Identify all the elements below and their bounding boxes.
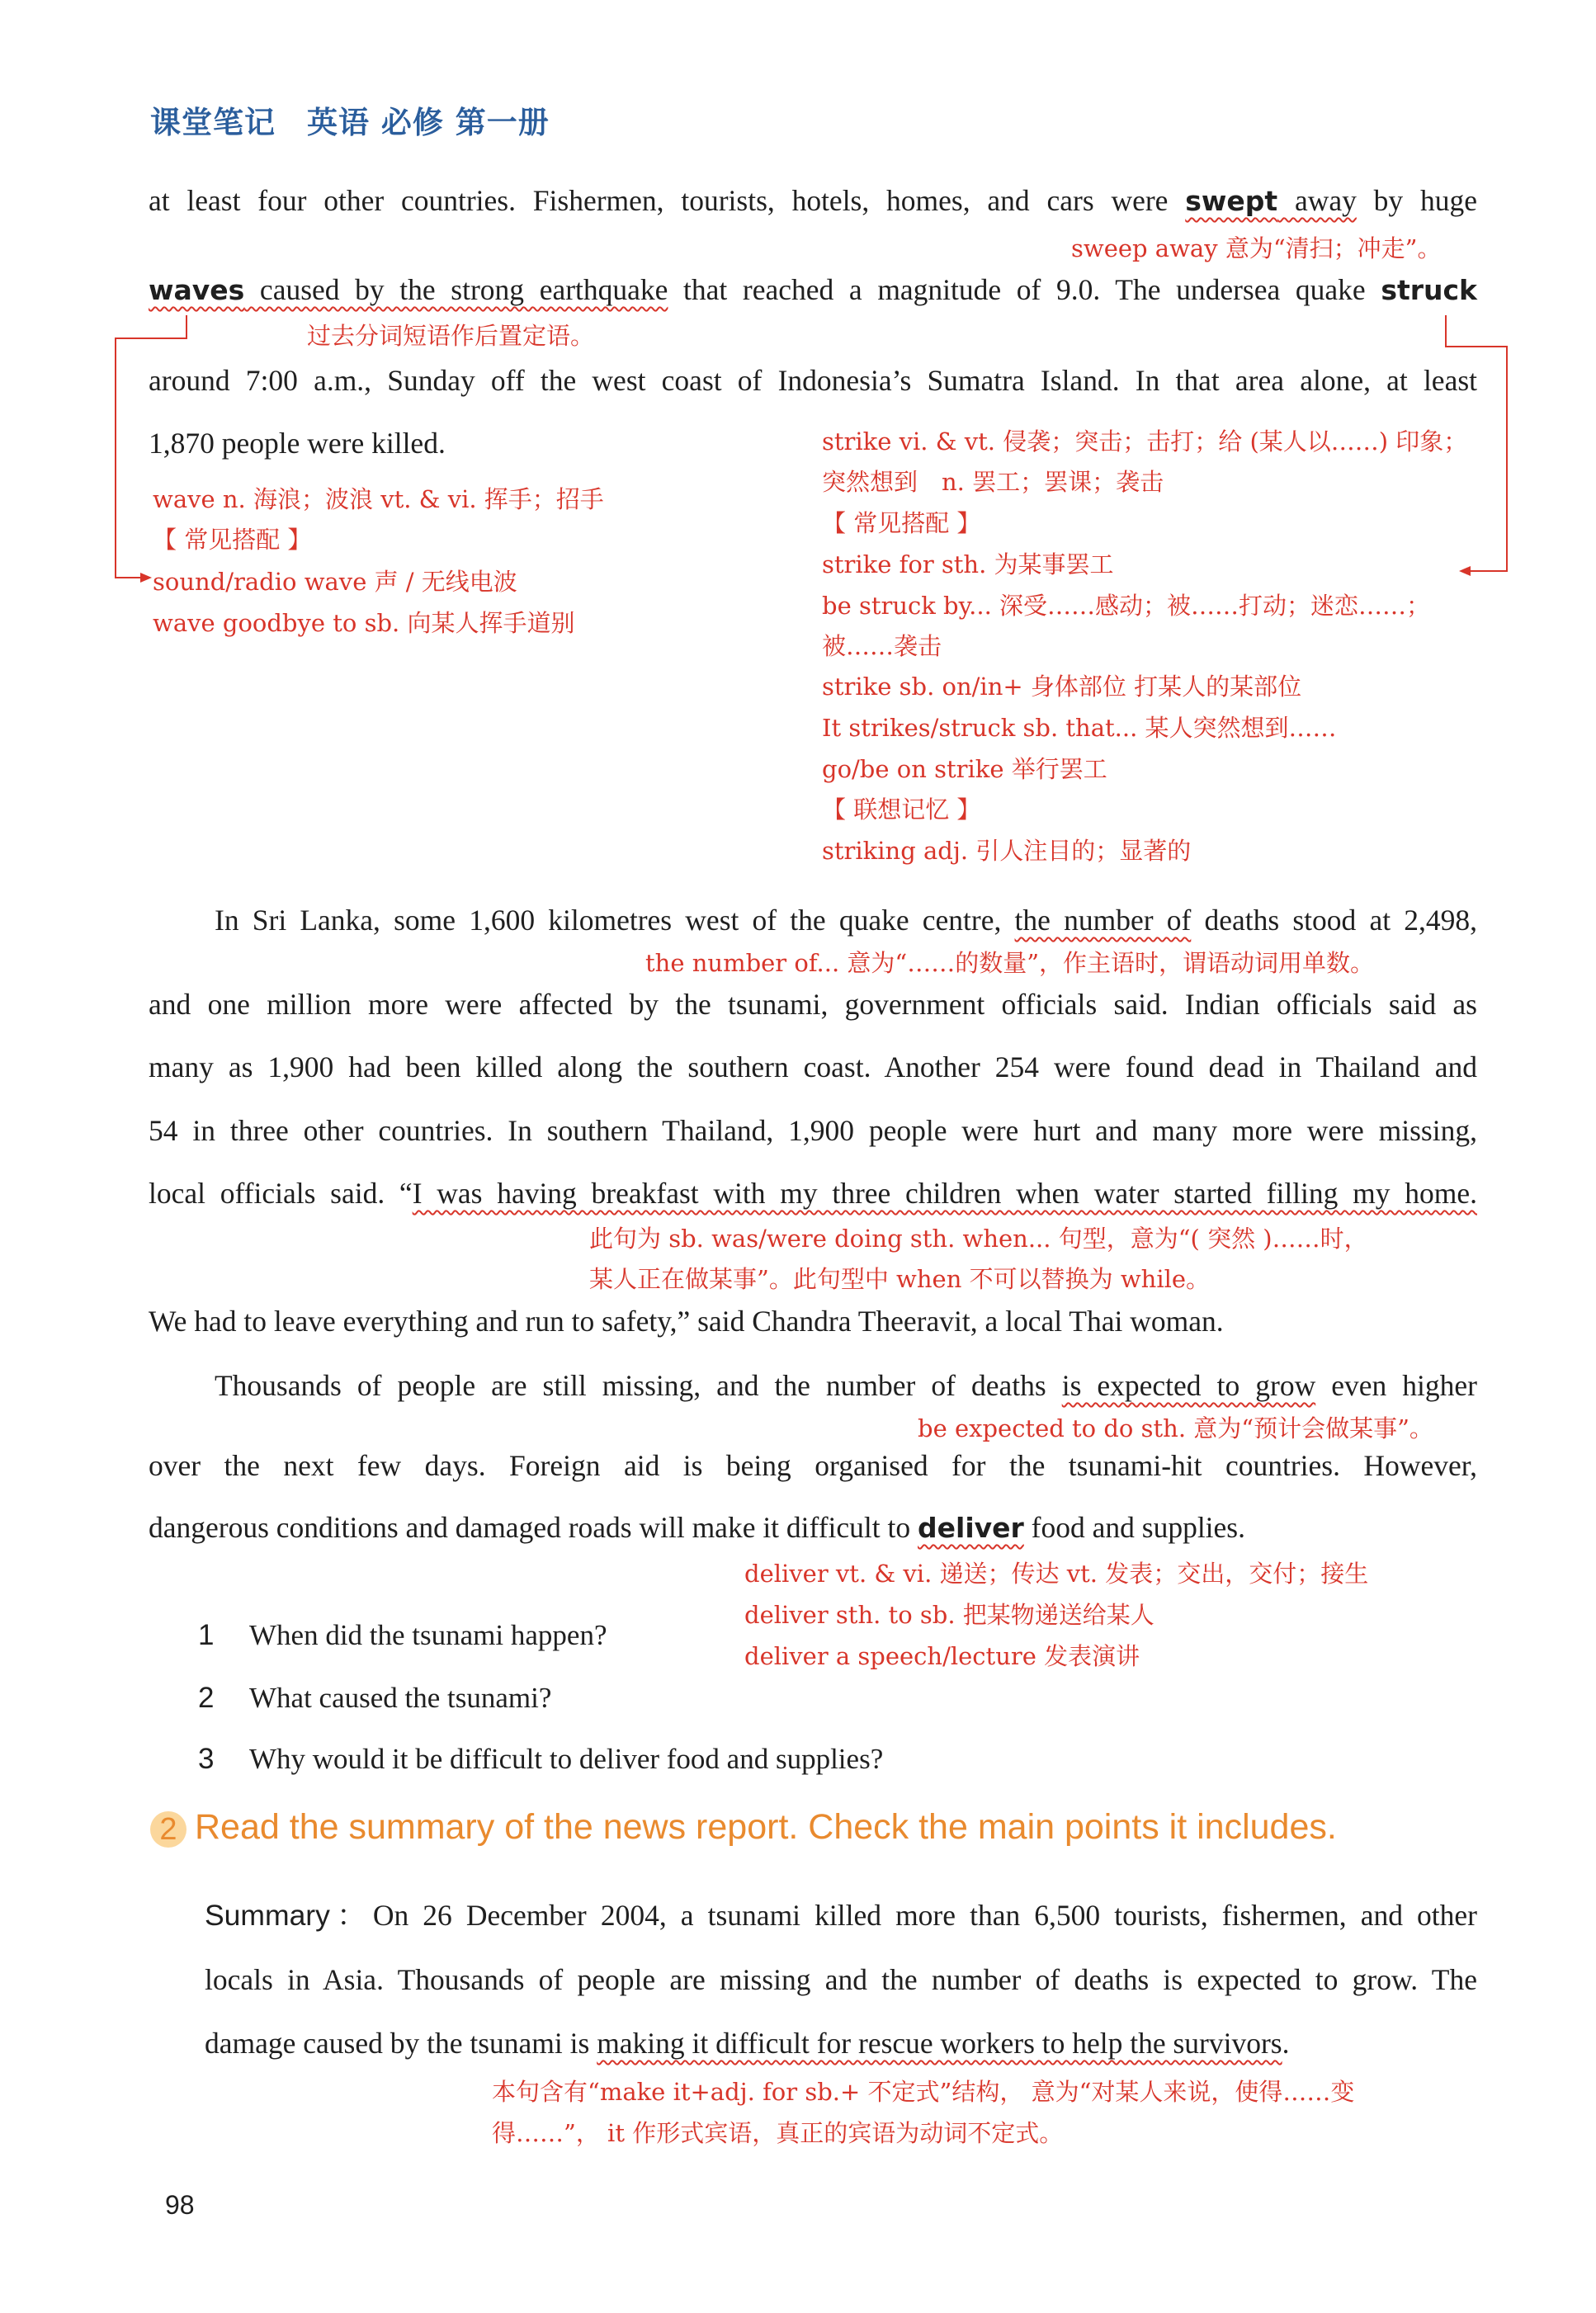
section-heading: 2 Read the summary of the news report. Check the main points it includes. (150, 1807, 1337, 1848)
note-deliver: deliver a speech/lecture 发表演讲 (744, 1642, 1140, 1670)
note-strike-phrase: It strikes/struck sb. that... 某人突然想到…… (822, 714, 1337, 742)
note-wave-heading: 【 常见搭配 】 (153, 526, 312, 554)
arrowhead-struck (1459, 566, 1471, 576)
passage-line: dangerous conditions and damaged roads will make it difficult to deliver food and supplies. (149, 1511, 1245, 1544)
note-swept-away: sweep away 意为“清扫；冲走”。 (1071, 234, 1442, 262)
summary-line: damage caused by the tsunami is making it difficult for rescue workers to help the survivors. (205, 2027, 1290, 2060)
note-strike-heading: 【 联想记忆 】 (822, 795, 981, 824)
note-was-doing: 此句为 sb. was/were doing sth. when... 句型，意为“( 突然 )……时， (589, 1225, 1368, 1253)
question-item: 1 When did the tsunami happen? (198, 1619, 607, 1651)
question-item: 3 Why would it be difficult to deliver food and supplies? (198, 1743, 884, 1775)
note-strike-phrase: 被……袭击 (822, 632, 942, 660)
section-number-badge: 2 (150, 1811, 187, 1848)
page-header: 课堂笔记 英语 必修 第一册 (150, 105, 550, 140)
note-deliver: deliver sth. to sb. 把某物递送给某人 (744, 1601, 1155, 1629)
note-deliver: deliver vt. & vi. 递送；传达 vt. 发表；交出，交付；接生 (744, 1560, 1369, 1588)
note-strike-phrase: be struck by... 深受……感动；被……打动；迷恋……； (822, 592, 1431, 620)
passage-line: 1,870 people were killed. (149, 427, 446, 460)
note-caused-by: 过去分词短语作后置定语。 (307, 322, 595, 350)
passage-line: In Sri Lanka, some 1,600 kilometres west of the quake centre, the number of deaths stood at 2,498, (215, 904, 1477, 937)
passage-line: We had to leave everything and run to safety,” said Chandra Theeravit, a local Thai woman. (149, 1305, 1224, 1338)
question-item: 2 What caused the tsunami? (198, 1682, 552, 1714)
arrow-waves (116, 315, 187, 578)
page-number: 98 (165, 2190, 195, 2220)
passage-line: at least four other countries. Fishermen, tourists, hotels, homes, and cars were swept away by huge (149, 184, 1477, 217)
passage-line: many as 1,900 had been killed along the southern coast. Another 254 were found dead in Thailand and (149, 1050, 1477, 1083)
summary-line: locals in Asia. Thousands of people are missing and the number of deaths is expected to grow. The (205, 1963, 1477, 1996)
passage-line: around 7:00 a.m., Sunday off the west coast of Indonesia’s Sumatra Island. In that area alone, at least (149, 364, 1477, 397)
passage-line: local officials said. “I was having breakfast with my three children when water started filling my home. (149, 1177, 1477, 1210)
note-wave-phrase: wave goodbye to sb. 向某人挥手道别 (153, 609, 575, 637)
arrowhead-waves (140, 573, 152, 583)
note-strike-phrase: striking adj. 引人注目的；显著的 (822, 837, 1192, 865)
passage-line: Thousands of people are still missing, and the number of deaths is expected to grow even higher (215, 1369, 1477, 1402)
note-strike-phrase: go/be on strike 举行罢工 (822, 755, 1107, 783)
passage-line: and one million more were affected by the tsunami, government officials said. Indian officials said as (149, 988, 1477, 1021)
passage-line: 54 in three other countries. In southern Thailand, 1,900 people were hurt and many more were missing, (149, 1114, 1477, 1147)
note-wave-def: wave n. 海浪；波浪 vt. & vi. 挥手；招手 (153, 485, 604, 513)
note-summary: 本句含有“make it+adj. for sb.+ 不定式”结构， 意为“对某人来说，使得……变 (492, 2078, 1355, 2106)
note-strike-def: 突然想到 n. 罢工；罢课；袭击 (822, 468, 1164, 496)
arrow-struck (1446, 315, 1507, 571)
note-expected: be expected to do sth. 意为“预计会做某事”。 (918, 1414, 1433, 1442)
passage-line: over the next few days. Foreign aid is being organised for the tsunami-hit countries. However, (149, 1449, 1477, 1482)
passage-line: waves caused by the strong earthquake that reached a magnitude of 9.0. The undersea quake struck (149, 273, 1478, 306)
summary-line: Summary：On 26 December 2004, a tsunami killed more than 6,500 tourists, fishermen, and other (205, 1899, 1477, 1932)
note-strike-heading: 【 常见搭配 】 (822, 509, 981, 537)
note-was-doing: 某人正在做某事”。此句型中 when 不可以替换为 while。 (589, 1265, 1211, 1293)
note-strike-def: strike vi. & vt. 侵袭；突击；击打；给 (某人以……) 印象； (822, 427, 1468, 456)
note-summary: 得……”， it 作形式宾语，真正的宾语为动词不定式。 (492, 2119, 1064, 2147)
note-wave-phrase: sound/radio wave 声 / 无线电波 (153, 568, 517, 596)
note-strike-phrase: strike for sth. 为某事罢工 (822, 550, 1114, 578)
note-strike-phrase: strike sb. on/in+ 身体部位 打某人的某部位 (822, 673, 1302, 701)
note-number-of: the number of... 意为“……的数量”，作主语时，谓语动词用单数。 (645, 949, 1375, 977)
